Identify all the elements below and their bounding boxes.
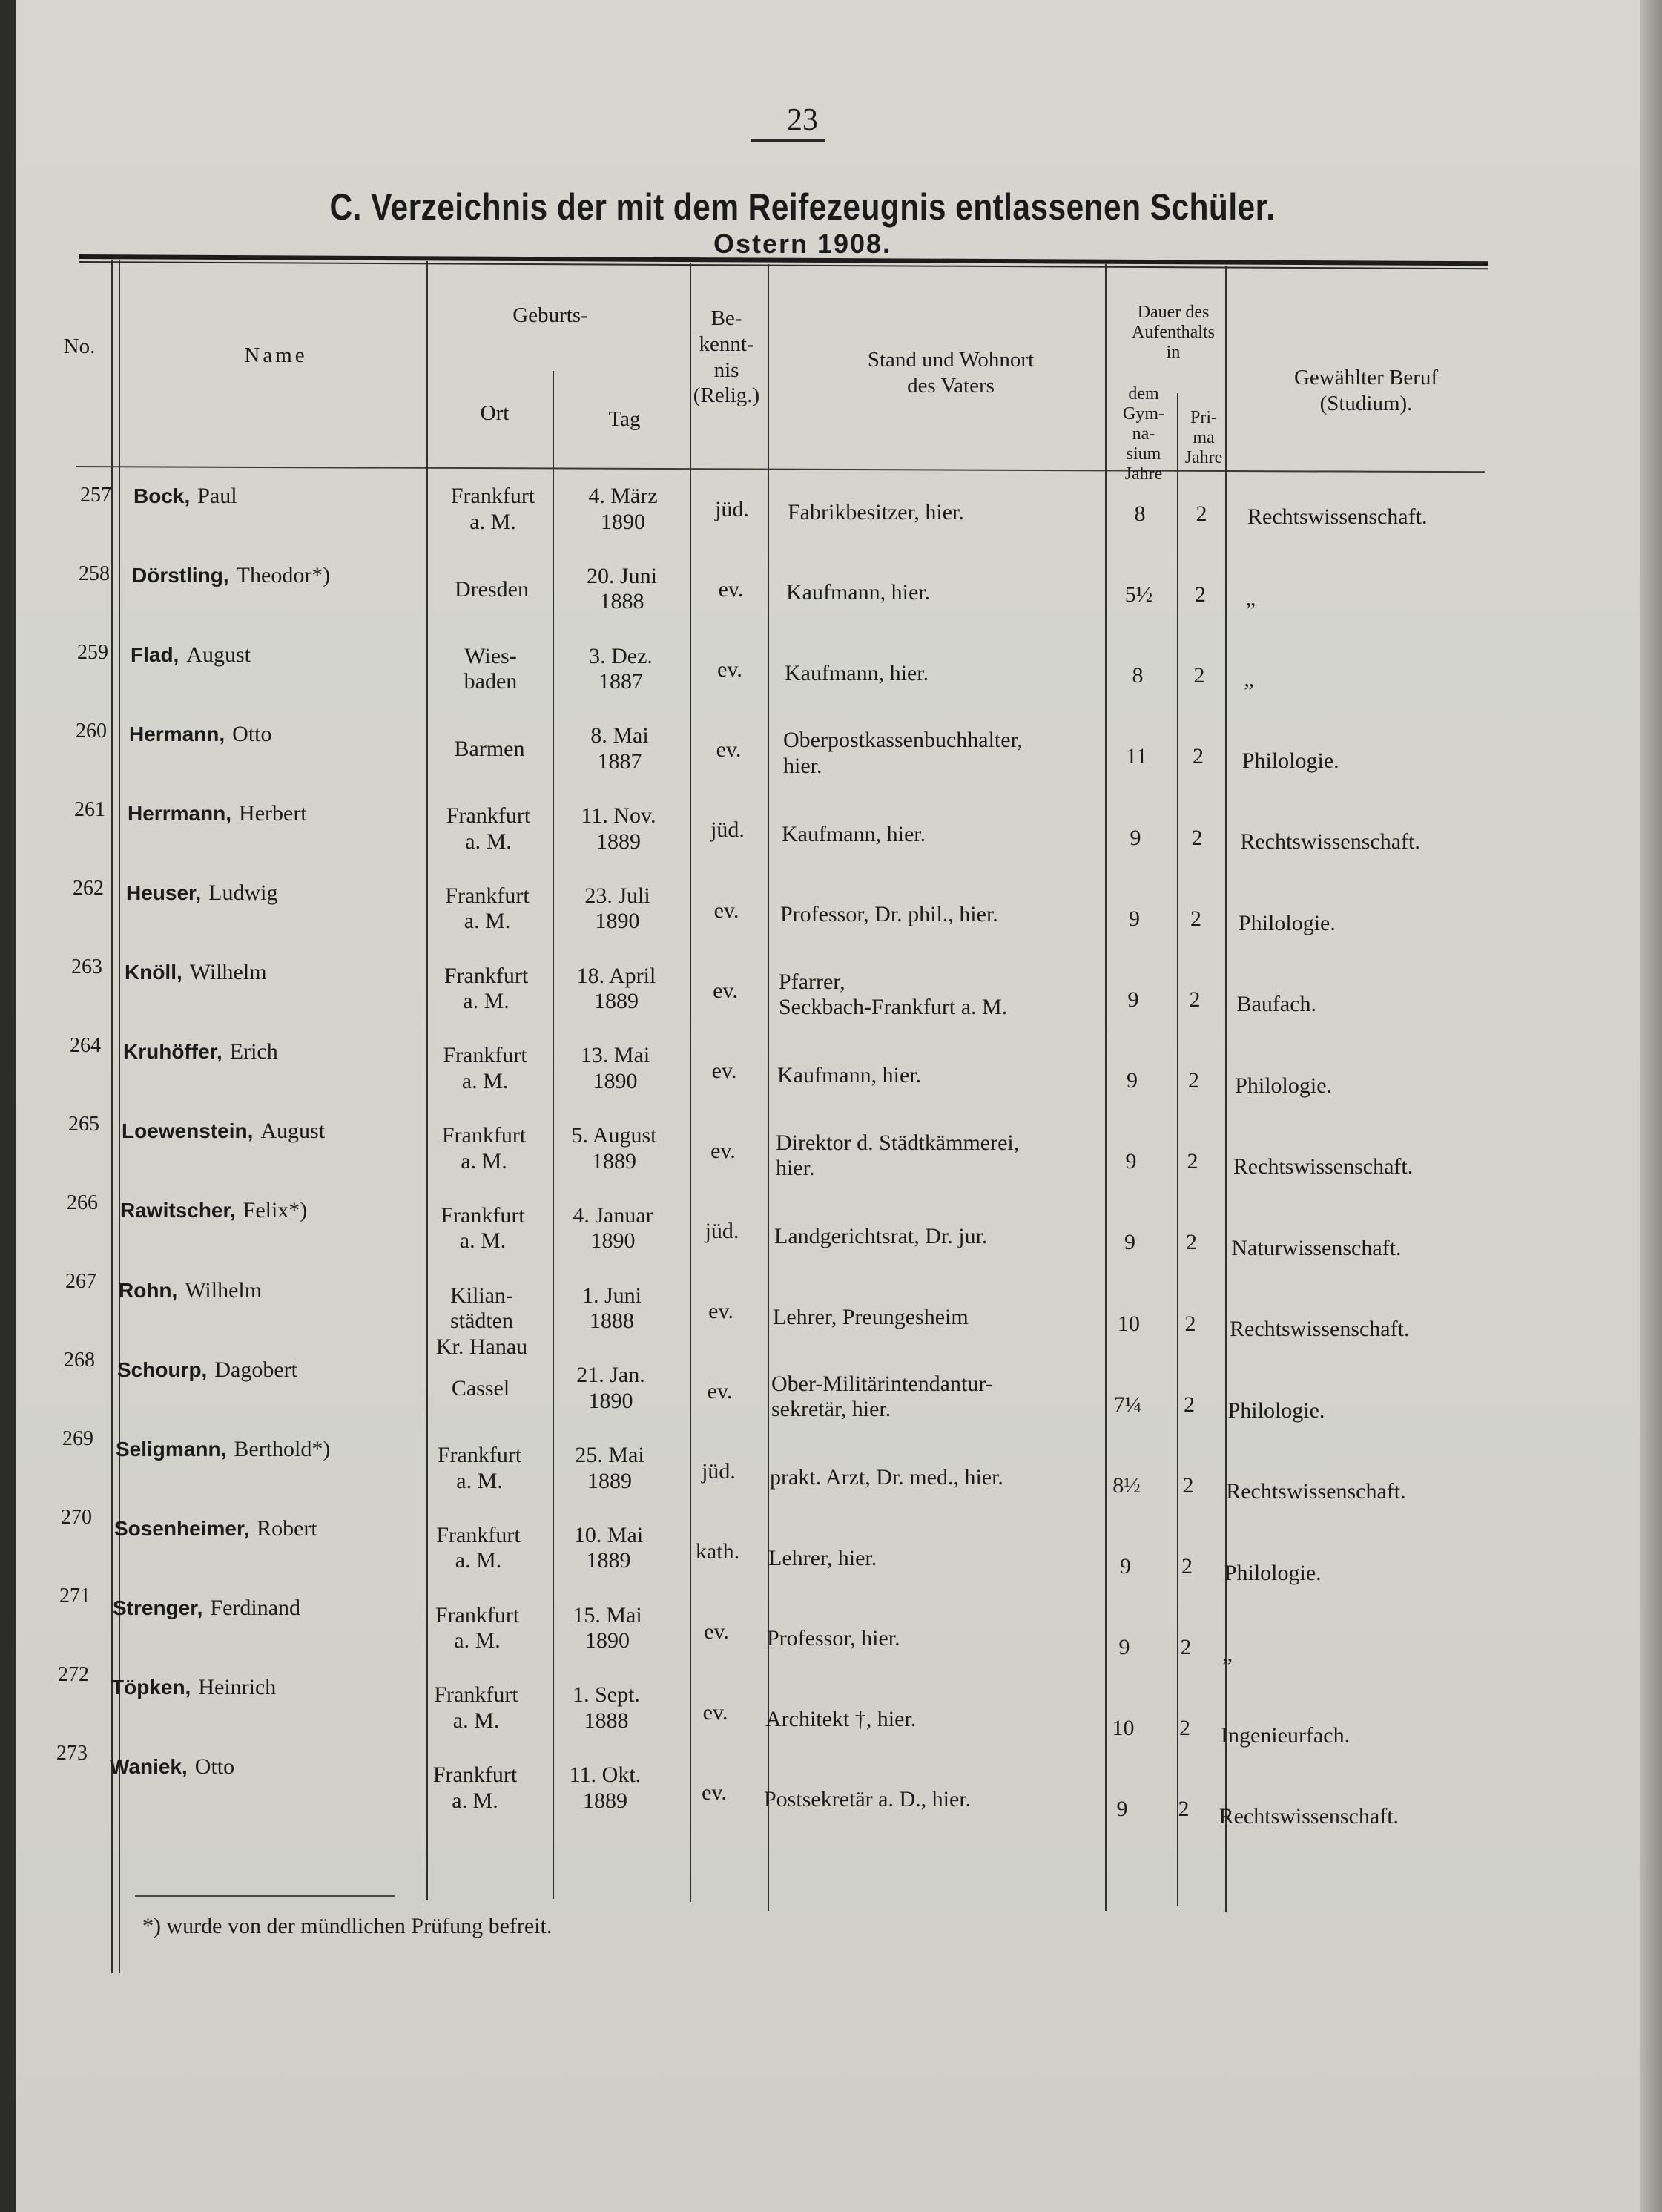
birth-date xyxy=(542,1523,676,1574)
chosen-profession: Ingenieurfach. xyxy=(1221,1722,1351,1748)
row-number: 272 xyxy=(58,1663,89,1686)
birth-date-line: 25. Mai xyxy=(575,1443,644,1467)
birth-place-line: a. M. xyxy=(456,1468,503,1493)
given-name: Wilhelm xyxy=(189,960,267,985)
birth-date-line: 1888 xyxy=(584,1708,629,1733)
birth-place-line: Frankfurt xyxy=(446,803,531,828)
father-occupation xyxy=(782,822,926,848)
years-gymnasium: 9 xyxy=(1118,1635,1130,1660)
student-name xyxy=(111,1675,276,1701)
years-prima: 2 xyxy=(1187,1149,1198,1174)
birth-place xyxy=(431,577,553,603)
religion: ev. xyxy=(704,1619,729,1645)
years-gymnasium: 10 xyxy=(1118,1311,1140,1336)
father-occupation-line: hier. xyxy=(776,1156,815,1181)
birth-date-line: 1888 xyxy=(590,1309,634,1333)
birth-date-line: 1890 xyxy=(588,1388,633,1413)
surname: Rohn, xyxy=(119,1278,178,1302)
religion: jüd. xyxy=(705,1218,739,1243)
father-occupation xyxy=(788,500,964,526)
father-occupation xyxy=(786,580,930,606)
birth-date-line: 11. Okt. xyxy=(569,1762,642,1787)
years-prima: 2 xyxy=(1181,1553,1193,1579)
years-gymnasium: 8 xyxy=(1134,501,1146,526)
given-name: Theodor*) xyxy=(236,563,331,588)
birth-place-line: a. M. xyxy=(459,1228,507,1254)
father-occupation xyxy=(779,970,1007,1021)
surname: Loewenstein, xyxy=(122,1119,254,1143)
father-occupation-line: Kaufmann, hier. xyxy=(786,580,931,605)
given-name: August xyxy=(260,1119,326,1144)
father-occupation-line: prakt. Arzt, Dr. med., hier. xyxy=(770,1465,1003,1490)
birth-place-line: Frankfurt xyxy=(443,963,529,988)
header-beruf: Gewählter Beruf (Studium). xyxy=(1293,366,1439,415)
father-occupation-line: sekretär, hier. xyxy=(771,1397,891,1422)
chosen-profession: Rechtswissenschaft. xyxy=(1219,1804,1399,1828)
years-gymnasium: 8½ xyxy=(1112,1472,1141,1498)
student-name xyxy=(116,1437,330,1463)
birth-place xyxy=(421,1283,543,1360)
years-gymnasium: 9 xyxy=(1129,906,1140,931)
row-number: 264 xyxy=(70,1034,101,1057)
chosen-profession: Baufach. xyxy=(1236,992,1317,1016)
row-number: 267 xyxy=(65,1270,96,1293)
given-name: Robert xyxy=(257,1515,317,1541)
birth-place xyxy=(416,1603,538,1654)
years-gymnasium: 9 xyxy=(1127,987,1139,1012)
chosen-profession: Philologie. xyxy=(1235,1073,1333,1098)
years-gymnasium: 8 xyxy=(1132,663,1144,688)
birth-date-line: 20. Juni xyxy=(586,563,657,588)
birth-place-line: a. M. xyxy=(469,509,516,534)
birth-date-line: 1890 xyxy=(595,909,640,934)
years-prima: 2 xyxy=(1188,1068,1199,1093)
birth-place xyxy=(423,1123,545,1174)
years-gymnasium: 7¼ xyxy=(1113,1392,1142,1417)
birth-place-line: a. M. xyxy=(465,829,512,854)
header-prima: Pri- ma Jahre xyxy=(1184,408,1223,467)
years-gymnasium: 11 xyxy=(1126,744,1147,769)
birth-date xyxy=(544,1363,678,1414)
page-subtitle: Ostern 1908. xyxy=(713,228,892,259)
chosen-profession: Rechtswissenschaft. xyxy=(1230,1317,1410,1341)
father-occupation xyxy=(780,902,998,928)
father-occupation xyxy=(767,1626,900,1652)
surname: Herrmann, xyxy=(128,802,232,826)
surname: Seligmann, xyxy=(116,1437,227,1461)
religion: ev. xyxy=(702,1780,727,1805)
years-prima: 2 xyxy=(1189,987,1201,1012)
father-occupation xyxy=(771,1372,993,1423)
years-gymnasium: 10 xyxy=(1112,1716,1135,1741)
column-divider xyxy=(111,260,113,1973)
birth-place-line: a. M. xyxy=(455,1548,502,1573)
religion: ev. xyxy=(702,1699,728,1725)
student-name xyxy=(126,880,278,906)
birth-place xyxy=(420,1376,542,1402)
birth-date xyxy=(556,484,690,535)
birth-place-line: Frankfurt xyxy=(434,1682,518,1708)
birth-date-line: 18. April xyxy=(576,963,656,988)
birth-place-line: a. M. xyxy=(452,1788,498,1813)
religion: ev. xyxy=(707,1379,733,1404)
years-gymnasium: 9 xyxy=(1120,1553,1131,1579)
father-occupation-line: Lehrer, hier. xyxy=(768,1545,877,1570)
chosen-profession: Philologie. xyxy=(1239,910,1336,935)
surname: Sosenheimer, xyxy=(114,1516,250,1540)
father-occupation-line: Direktor d. Städtkämmerei, xyxy=(776,1130,1020,1155)
father-occupation-line: Kaufmann, hier. xyxy=(785,660,929,685)
religion: ev. xyxy=(713,898,739,923)
birth-place xyxy=(418,1523,540,1574)
father-occupation-line: Professor, hier. xyxy=(767,1626,900,1651)
chosen-profession: „ xyxy=(1222,1642,1233,1666)
father-occupation xyxy=(777,1063,921,1089)
religion: ev. xyxy=(717,657,742,682)
birth-place-line: Kr. Hanau xyxy=(435,1334,528,1359)
father-occupation xyxy=(785,661,929,687)
student-name xyxy=(132,563,330,589)
father-occupation-line: Seckbach-Frankfurt a. M. xyxy=(779,995,1008,1020)
birth-place xyxy=(432,484,554,535)
birth-place-line: Frankfurt xyxy=(441,1123,527,1148)
given-name: Heinrich xyxy=(198,1674,277,1699)
birth-date-line: 1889 xyxy=(592,1148,636,1174)
birth-place-line: a. M. xyxy=(454,1628,501,1653)
father-occupation-line: Kaufmann, hier. xyxy=(782,821,926,846)
years-gymnasium: 9 xyxy=(1125,1149,1137,1174)
row-number: 257 xyxy=(80,484,111,507)
given-name: Paul xyxy=(197,484,237,508)
birth-place xyxy=(424,1043,547,1094)
years-prima: 2 xyxy=(1179,1716,1190,1741)
years-prima: 2 xyxy=(1195,582,1206,608)
surname: Heuser, xyxy=(126,881,202,905)
birth-place-line: a. M. xyxy=(464,909,511,934)
birth-place-line: Wies- xyxy=(464,643,517,668)
father-occupation-line: Fabrikbesitzer, hier. xyxy=(788,500,964,524)
student-name xyxy=(128,801,307,827)
given-name: Felix*) xyxy=(243,1198,308,1223)
chosen-profession: Rechtswissenschaft. xyxy=(1233,1154,1414,1179)
chosen-profession: „ xyxy=(1245,585,1256,610)
birth-date xyxy=(550,964,683,1015)
student-name xyxy=(123,1039,278,1065)
scan-edge xyxy=(0,0,16,2212)
birth-date xyxy=(541,1603,674,1654)
birth-place-line: Frankfurt xyxy=(445,883,530,908)
student-name xyxy=(122,1119,325,1145)
years-prima: 2 xyxy=(1193,744,1204,769)
birth-date xyxy=(549,1043,682,1094)
years-gymnasium: 9 xyxy=(1124,1230,1135,1255)
birth-place-line: a. M. xyxy=(461,1068,509,1093)
years-prima: 2 xyxy=(1184,1311,1196,1336)
birth-date xyxy=(554,644,687,695)
student-name xyxy=(113,1596,300,1622)
birth-date-line: 1889 xyxy=(587,1468,632,1493)
birth-place-line: Barmen xyxy=(454,737,525,762)
birth-date-line: 21. Jan. xyxy=(576,1363,645,1388)
father-occupation xyxy=(765,1707,916,1733)
father-occupation-line: Landgerichtsrat, Dr. jur. xyxy=(774,1224,988,1249)
chosen-profession: Philologie. xyxy=(1241,748,1339,773)
birth-place-line: Cassel xyxy=(451,1376,510,1401)
surname: Töpken, xyxy=(111,1675,191,1699)
birth-date-line: 1887 xyxy=(598,669,643,694)
birth-place-line: Kilian- xyxy=(450,1283,513,1308)
years-gymnasium: 9 xyxy=(1130,825,1141,850)
row-number: 259 xyxy=(77,641,108,664)
religion: ev. xyxy=(716,737,742,763)
surname: Bock, xyxy=(133,484,191,507)
birth-date-line: 1890 xyxy=(590,1228,636,1254)
years-gymnasium: 9 xyxy=(1116,1797,1128,1822)
father-occupation-line: Professor, Dr. phil., hier. xyxy=(780,902,998,927)
column-divider xyxy=(119,260,120,1973)
student-name xyxy=(133,484,237,510)
row-number: 258 xyxy=(79,562,110,585)
student-name xyxy=(125,960,267,986)
birth-place-line: Frankfurt xyxy=(435,1602,520,1627)
given-name: Otto xyxy=(232,722,272,747)
birth-date xyxy=(553,723,687,774)
header-no: No. xyxy=(63,335,96,358)
header-geburts: Geburts- xyxy=(512,303,588,327)
header-name: Name xyxy=(244,343,308,367)
student-name xyxy=(131,642,251,668)
years-prima: 2 xyxy=(1191,825,1203,850)
birth-place xyxy=(425,964,547,1015)
header-gymnasium: dem Gym- na- sium Jahre xyxy=(1123,384,1164,484)
years-prima: 2 xyxy=(1180,1635,1192,1660)
father-occupation xyxy=(773,1305,969,1331)
birth-place xyxy=(429,737,551,763)
given-name: Wilhelm xyxy=(185,1277,263,1303)
birth-place xyxy=(426,883,549,935)
years-gymnasium: 9 xyxy=(1127,1068,1138,1093)
father-occupation xyxy=(768,1546,877,1572)
row-number: 262 xyxy=(73,877,104,900)
years-gymnasium: 5½ xyxy=(1124,582,1153,608)
surname: Kruhöffer, xyxy=(123,1040,222,1064)
birth-date-line: 15. Mai xyxy=(573,1602,642,1627)
surname: Strenger, xyxy=(113,1596,203,1619)
row-number: 269 xyxy=(62,1427,93,1450)
chosen-profession: Naturwissenschaft. xyxy=(1231,1235,1402,1260)
father-occupation xyxy=(764,1787,971,1813)
row-number: 268 xyxy=(64,1349,95,1372)
years-prima: 2 xyxy=(1178,1797,1190,1822)
row-number: 263 xyxy=(71,955,102,978)
religion: kath. xyxy=(695,1539,740,1564)
header-bekenntnis: Be- kennt- nis (Relig.) xyxy=(693,306,760,408)
birth-date xyxy=(547,1123,681,1174)
birth-date xyxy=(538,1762,672,1814)
birth-place-line: a. M. xyxy=(463,989,510,1013)
column-header-rule xyxy=(76,466,1485,473)
birth-place-line: a. M. xyxy=(452,1708,500,1733)
religion: ev. xyxy=(713,978,738,1003)
birth-place-line: städten xyxy=(450,1309,513,1333)
religion: jüd. xyxy=(715,497,749,521)
birth-date-line: 11. Nov. xyxy=(581,803,656,828)
student-name xyxy=(119,1278,262,1304)
header-ort: Ort xyxy=(480,401,510,425)
row-number: 273 xyxy=(56,1742,88,1765)
father-occupation-line: Architekt †, hier. xyxy=(765,1706,917,1731)
header-stand: Stand und Wohnort des Vaters xyxy=(867,348,1035,398)
birth-date-line: 1889 xyxy=(583,1788,627,1813)
row-number: 265 xyxy=(68,1113,99,1136)
row-number: 266 xyxy=(67,1191,98,1214)
birth-date-line: 4. Januar xyxy=(573,1202,653,1228)
years-prima: 2 xyxy=(1196,501,1207,526)
birth-date-line: 1890 xyxy=(585,1628,630,1653)
birth-date-line: 10. Mai xyxy=(573,1522,644,1547)
religion: ev. xyxy=(711,1058,737,1083)
birth-date-line: 1888 xyxy=(599,589,644,614)
student-name xyxy=(117,1357,297,1383)
birth-place-line: Dresden xyxy=(455,576,529,602)
birth-date xyxy=(551,883,685,935)
given-name: Herbert xyxy=(239,801,307,826)
surname: Waniek, xyxy=(110,1754,188,1778)
student-name xyxy=(110,1754,234,1780)
birth-date-line: 1890 xyxy=(593,1068,638,1093)
chosen-profession: „ xyxy=(1244,667,1254,691)
birth-place-line: Frankfurt xyxy=(441,1202,525,1228)
surname: Schourp, xyxy=(117,1357,208,1381)
student-name xyxy=(114,1516,317,1542)
chosen-profession: Philologie. xyxy=(1224,1560,1322,1585)
birth-date-line: 1889 xyxy=(596,829,641,854)
birth-place xyxy=(422,1203,544,1254)
surname: Rawitscher, xyxy=(120,1199,236,1222)
birth-date-line: 4. März xyxy=(588,484,658,508)
father-occupation-line: hier. xyxy=(783,753,822,778)
birth-date-line: 1890 xyxy=(601,509,645,534)
birth-place xyxy=(429,644,552,695)
birth-place xyxy=(414,1762,536,1814)
chosen-profession: Rechtswissenschaft. xyxy=(1240,829,1420,854)
surname: Hermann, xyxy=(129,722,225,746)
header-dauer: Dauer des Aufenthalts in xyxy=(1132,303,1215,362)
religion: ev. xyxy=(708,1299,733,1323)
birth-date xyxy=(545,1283,679,1334)
father-occupation-line: Oberpostkassenbuchhalter, xyxy=(783,728,1023,753)
birth-place-line: baden xyxy=(464,669,518,694)
footnote-rule xyxy=(135,1895,395,1897)
religion: jüd. xyxy=(702,1459,736,1484)
birth-date xyxy=(543,1443,676,1494)
birth-place xyxy=(415,1682,538,1734)
birth-place xyxy=(418,1443,541,1494)
father-occupation-line: Lehrer, Preungesheim xyxy=(773,1304,969,1329)
father-occupation-line: Postsekretär a. D., hier. xyxy=(764,1787,972,1812)
birth-date-line: 1889 xyxy=(586,1548,631,1573)
father-occupation-line: Kaufmann, hier. xyxy=(777,1063,922,1088)
father-occupation-line: Pfarrer, xyxy=(779,969,845,994)
given-name: Berthold*) xyxy=(234,1436,331,1461)
birth-date-line: 1. Sept. xyxy=(573,1682,640,1708)
given-name: Ferdinand xyxy=(210,1595,301,1620)
page-number: 23 xyxy=(787,103,818,137)
birth-place-line: Frankfurt xyxy=(443,1043,527,1068)
religion: ev. xyxy=(710,1138,736,1163)
years-prima: 2 xyxy=(1182,1472,1194,1498)
religion: ev. xyxy=(718,577,744,602)
birth-place-line: Frankfurt xyxy=(437,1443,522,1467)
footnote: *) wurde von der mündlichen Prüfung befreit. xyxy=(142,1914,553,1938)
row-number: 270 xyxy=(61,1506,92,1529)
row-number: 271 xyxy=(59,1584,90,1607)
birth-date-line: 1. Juni xyxy=(581,1283,642,1308)
birth-date-line: 23. Juli xyxy=(584,883,650,908)
birth-date-line: 1887 xyxy=(597,748,642,774)
birth-place-line: Frankfurt xyxy=(450,484,535,508)
birth-date xyxy=(547,1203,680,1254)
surname: Dörstling, xyxy=(132,564,229,587)
father-occupation xyxy=(783,728,1023,779)
document-page xyxy=(16,0,1640,2212)
father-occupation xyxy=(770,1465,1003,1491)
birth-date-line: 13. Mai xyxy=(580,1043,650,1068)
student-name xyxy=(129,722,272,748)
page-number-underline xyxy=(751,139,825,142)
father-occupation xyxy=(774,1224,987,1250)
father-occupation-line: Ober-Militärintendantur- xyxy=(771,1371,993,1396)
chosen-profession: Rechtswissenschaft. xyxy=(1226,1479,1406,1504)
chosen-profession: Rechtswissenschaft. xyxy=(1247,504,1428,529)
birth-place-line: Frankfurt xyxy=(436,1522,521,1547)
surname: Knöll, xyxy=(125,961,182,984)
birth-date xyxy=(555,564,689,615)
years-prima: 2 xyxy=(1186,1230,1197,1255)
given-name: Ludwig xyxy=(208,880,278,906)
given-name: Otto xyxy=(194,1754,235,1779)
birth-date xyxy=(540,1682,673,1734)
student-name xyxy=(120,1198,307,1224)
birth-place-line: Frankfurt xyxy=(432,1762,518,1787)
row-number: 261 xyxy=(74,798,105,821)
birth-date-line: 1889 xyxy=(594,989,639,1013)
scan-edge xyxy=(1640,0,1662,2212)
birth-date-line: 8. Mai xyxy=(590,723,649,748)
chosen-profession: Philologie. xyxy=(1227,1398,1325,1423)
header-tag: Tag xyxy=(608,407,641,431)
birth-place xyxy=(427,803,550,855)
birth-place-line: a. M. xyxy=(461,1148,507,1174)
given-name: August xyxy=(186,642,251,668)
row-number: 260 xyxy=(76,720,107,743)
surname: Flad, xyxy=(131,643,179,667)
religion: jüd. xyxy=(710,817,745,843)
given-name: Erich xyxy=(229,1039,278,1064)
given-name: Dagobert xyxy=(214,1357,297,1382)
birth-date xyxy=(552,803,685,855)
birth-date-line: 5. August xyxy=(571,1123,657,1148)
father-occupation xyxy=(776,1130,1019,1182)
years-prima: 2 xyxy=(1193,663,1205,688)
page-title: C. Verzeichnis der mit dem Reifezeugnis entlassenen Schüler. xyxy=(329,186,1276,228)
years-prima: 2 xyxy=(1184,1392,1195,1417)
birth-date-line: 3. Dez. xyxy=(589,643,653,668)
years-prima: 2 xyxy=(1190,906,1201,931)
